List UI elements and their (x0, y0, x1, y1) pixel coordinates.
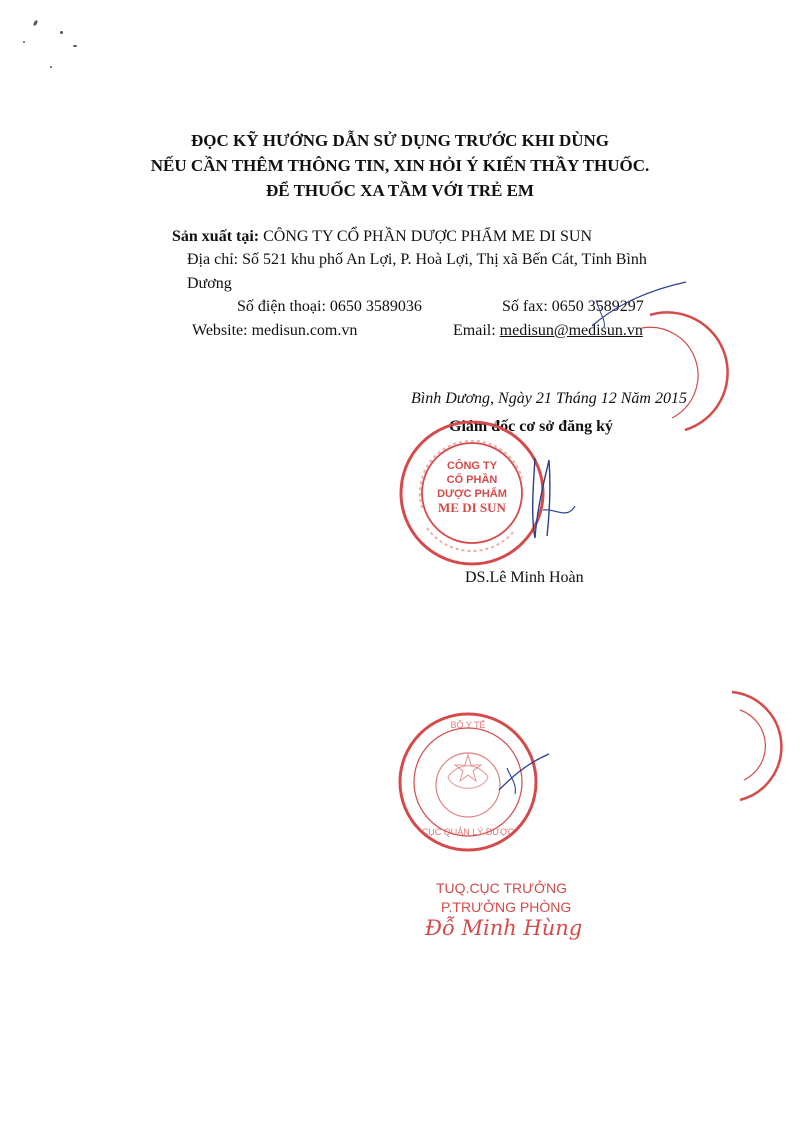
warning-line-3: ĐỂ THUỐC XA TẦM VỚI TRẺ EM (266, 181, 534, 200)
website-link[interactable]: medisun.com.vn (251, 322, 358, 339)
edge-stamp-icon (722, 688, 792, 808)
warning-line-1: ĐỌC KỸ HƯỚNG DẪN SỬ DỤNG TRƯỚC KHI DÙNG (190, 131, 610, 150)
approval-line-2: P.TRƯỞNG PHÒNG (441, 899, 572, 915)
stamp-line-1: CÔNG TY (446, 460, 498, 472)
signature-title: Giám đốc cơ sở đăng ký (449, 418, 613, 435)
place-date: Bình Dương, Ngày 21 Tháng 12 Năm 2015 (411, 390, 687, 407)
manufacturer-name: CÔNG TY CỔ PHẦN DƯỢC PHẨM ME DI SUN (263, 228, 593, 245)
stamp-line-3: DƯỢC PHẨM (437, 488, 507, 500)
ministry-stamp-bottom: CỤC QUẢN LÝ DƯỢC (421, 827, 515, 837)
manufacturer-row (172, 228, 592, 246)
email-link[interactable]: medisun@medisun.vn (499, 322, 643, 339)
stamp-line-4: ME DI SUN (438, 500, 506, 515)
approval-signer: Đỗ Minh Hùng (425, 916, 583, 940)
signer-name: DS.Lê Minh Hoàn (465, 569, 584, 586)
approval-line-1: TUQ.CỤC TRƯỞNG (436, 880, 568, 896)
scan-speck (23, 41, 25, 43)
email-label: Email: (453, 322, 500, 339)
partial-stamp-icon (640, 310, 720, 440)
website-label: Website: (192, 322, 252, 339)
fax-number: Số fax: 0650 3589297 (502, 298, 644, 315)
phone-number: Số điện thoại: 0650 3589036 (237, 298, 422, 315)
ministry-stamp-top: BỘ Y TẾ (450, 720, 486, 730)
address-line-2: Dương (187, 275, 232, 292)
director-signature-icon (505, 448, 585, 543)
stamp-line-2: CỔ PHẦN (446, 474, 498, 486)
scan-speck (60, 31, 63, 34)
scan-speck (73, 45, 77, 47)
manufacturer-label: Sản xuất tại: (172, 228, 260, 245)
ministry-signature-icon (495, 750, 555, 800)
website-row (192, 322, 357, 340)
scan-speck (33, 20, 39, 27)
address-line-1: Địa chỉ: Số 521 khu phố An Lợi, P. Hoà Lợi, Thị xã Bến Cát, Tỉnh Bình (187, 251, 647, 268)
warning-line-2: NẾU CẦN THÊM THÔNG TIN, XIN HỎI Ý KIẾN THẦY THUỐC. (150, 156, 650, 175)
scan-speck (50, 66, 52, 68)
